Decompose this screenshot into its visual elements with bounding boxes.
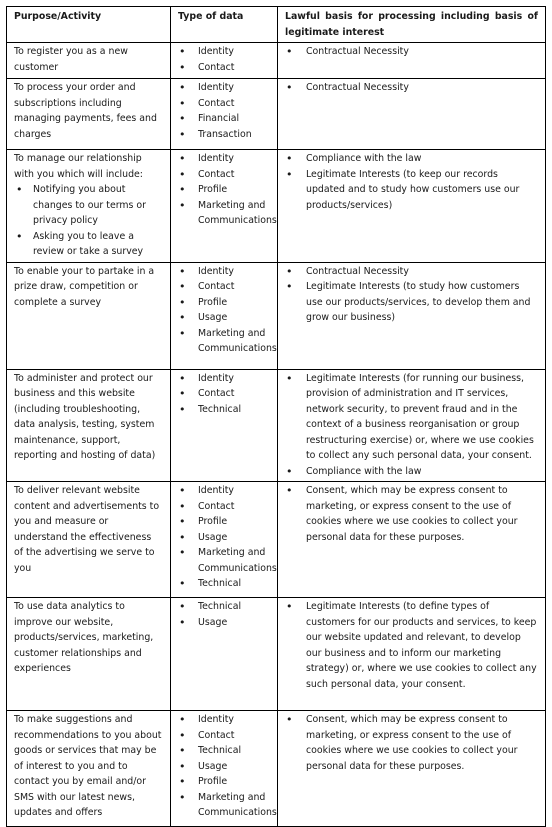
- type-of-data-item: • Profile: [178, 514, 270, 530]
- type-of-data-list: [178, 44, 270, 75]
- type-of-data-item: • Identity: [178, 80, 270, 96]
- lawful-basis-item: • Contractual Necessity: [285, 80, 538, 96]
- type-of-data-cell: [171, 79, 278, 150]
- purpose-cell: [7, 262, 171, 369]
- type-of-data-cell: [171, 711, 278, 827]
- lawful-basis-list: [285, 44, 538, 60]
- type-of-data-item: • Technical: [178, 576, 270, 592]
- purpose-cell: [7, 79, 171, 150]
- type-of-data-cell: [171, 150, 278, 263]
- type-of-data-item: • Contact: [178, 60, 270, 76]
- lawful-basis-cell: [278, 369, 546, 482]
- table-row: [7, 711, 546, 827]
- lawful-basis-item: • Legitimate Interests (for running our business, provision of administration and IT services, network security, to prevent fraud and in the context of a business reorganisation or group restructuring exercise) or, where we use cookies to collect any such personal data, your consent.: [285, 371, 538, 464]
- type-of-data-list: [178, 80, 270, 142]
- purpose-cell: [7, 43, 171, 79]
- table-row: [7, 262, 546, 369]
- lawful-basis-list: [285, 483, 538, 545]
- purpose-text: To use data analytics to improve our website, products/services, marketing, customer relationships and experiences: [14, 601, 154, 674]
- type-of-data-item: • Identity: [178, 483, 270, 499]
- lawful-basis-item: • Legitimate Interests (to study how customers use our products/services, to develop them and grow our business): [285, 279, 538, 326]
- type-of-data-item: • Usage: [178, 615, 270, 631]
- type-of-data-item: • Technical: [178, 402, 270, 418]
- type-of-data-item: • Contact: [178, 167, 270, 183]
- lawful-basis-item: • Legitimate Interests (to keep our records updated and to study how customers use our products/services): [285, 167, 538, 214]
- type-of-data-item: • Usage: [178, 759, 270, 775]
- type-of-data-item: • Contact: [178, 96, 270, 112]
- purpose-sub-item: • Asking you to leave a review or take a survey: [14, 229, 163, 260]
- type-of-data-item: • Transaction: [178, 127, 270, 143]
- type-of-data-cell: [171, 482, 278, 598]
- purpose-text: To process your order and subscriptions including managing payments, fees and charges: [14, 82, 157, 140]
- type-of-data-item: • Identity: [178, 371, 270, 387]
- purpose-text: To enable your to partake in a prize draw, competition or complete a survey: [14, 265, 155, 308]
- type-of-data-item: • Identity: [178, 151, 270, 167]
- purpose-text: To deliver relevant website content and advertisements to you and measure or understand the effectiveness of the advertising we serve to you: [14, 485, 160, 574]
- table-row: [7, 79, 546, 150]
- type-of-data-item: • Marketing and Communications: [178, 790, 270, 821]
- lawful-basis-item: • Consent, which may be express consent to marketing, or express consent to the use of cookies where we use cookies to collect your personal data for these purposes.: [285, 712, 538, 774]
- purpose-cell: [7, 369, 171, 482]
- type-of-data-cell: [171, 262, 278, 369]
- lawful-basis-item: • Contractual Necessity: [285, 44, 538, 60]
- table-row: [7, 43, 546, 79]
- type-of-data-list: [178, 264, 277, 357]
- lawful-basis-item: • Compliance with the law: [285, 464, 538, 480]
- purpose-sub-item: • Notifying you about changes to our terms or privacy policy: [14, 182, 163, 229]
- header-purpose: Purpose/Activity: [7, 7, 171, 43]
- type-of-data-list: [178, 712, 277, 821]
- type-of-data-item: • Contact: [178, 728, 270, 744]
- type-of-data-list: [178, 599, 270, 630]
- purpose-cell: [7, 150, 171, 263]
- type-of-data-list: [178, 371, 270, 418]
- type-of-data-item: • Contact: [178, 279, 270, 295]
- type-of-data-list: [178, 483, 277, 592]
- header-row: [7, 7, 546, 43]
- type-of-data-item: • Identity: [178, 44, 270, 60]
- type-of-data-item: • Identity: [178, 264, 270, 280]
- header-lawful-basis: Lawful basis for processing including basis of legitimate interest: [278, 7, 546, 43]
- type-of-data-cell: [171, 598, 278, 711]
- lawful-basis-cell: [278, 711, 546, 827]
- lawful-basis-list: [285, 264, 538, 326]
- lawful-basis-table: [6, 6, 546, 827]
- table-row: [7, 598, 546, 711]
- type-of-data-item: • Usage: [178, 310, 270, 326]
- table-row: [7, 482, 546, 598]
- purpose-cell: [7, 482, 171, 598]
- type-of-data-item: • Profile: [178, 182, 270, 198]
- type-of-data-item: • Marketing and Communications: [178, 326, 270, 357]
- table-row: [7, 369, 546, 482]
- purpose-cell: [7, 598, 171, 711]
- table-row: [7, 150, 546, 263]
- lawful-basis-item: • Contractual Necessity: [285, 264, 538, 280]
- purpose-text: To manage our relationship with you which will include:: [14, 153, 143, 180]
- type-of-data-item: • Contact: [178, 499, 270, 515]
- lawful-basis-cell: [278, 43, 546, 79]
- purpose-sub-list: [14, 182, 163, 260]
- lawful-basis-cell: [278, 598, 546, 711]
- purpose-cell: [7, 711, 171, 827]
- lawful-basis-list: [285, 151, 538, 213]
- type-of-data-item: • Identity: [178, 712, 270, 728]
- lawful-basis-cell: [278, 262, 546, 369]
- type-of-data-item: • Technical: [178, 599, 270, 615]
- type-of-data-list: [178, 151, 277, 229]
- lawful-basis-list: [285, 80, 538, 96]
- lawful-basis-cell: [278, 150, 546, 263]
- header-type-of-data: Type of data: [171, 7, 278, 43]
- type-of-data-item: • Profile: [178, 774, 270, 790]
- type-of-data-cell: [171, 369, 278, 482]
- purpose-text: To make suggestions and recommendations to you about goods or services that may be of interest to you and to contact you by email and/or SMS with our latest news, updates and offers: [14, 714, 162, 818]
- lawful-basis-item: • Compliance with the law: [285, 151, 538, 167]
- type-of-data-item: • Marketing and Communications: [178, 198, 270, 229]
- type-of-data-cell: [171, 43, 278, 79]
- type-of-data-item: • Technical: [178, 743, 270, 759]
- type-of-data-item: • Marketing and Communications: [178, 545, 270, 576]
- lawful-basis-list: [285, 371, 538, 480]
- purpose-text: To administer and protect our business and this website (including troubleshooting, data analysis, testing, system maintenance, support, reporting and hosting of data): [14, 372, 156, 461]
- purpose-text: To register you as a new customer: [14, 46, 128, 73]
- type-of-data-item: • Financial: [178, 111, 270, 127]
- type-of-data-item: • Usage: [178, 530, 270, 546]
- type-of-data-item: • Profile: [178, 295, 270, 311]
- lawful-basis-cell: [278, 79, 546, 150]
- lawful-basis-list: [285, 599, 538, 692]
- type-of-data-item: • Contact: [178, 386, 270, 402]
- lawful-basis-cell: [278, 482, 546, 598]
- lawful-basis-item: • Legitimate Interests (to define types of customers for our products and services, to keep our website updated and relevant, to develop our business and to inform our marketing strategy) or, where we use cookies to collect any such personal data, your consent.: [285, 599, 538, 692]
- lawful-basis-item: • Consent, which may be express consent to marketing, or express consent to the use of cookies where we use cookies to collect your personal data for these purposes.: [285, 483, 538, 545]
- lawful-basis-list: [285, 712, 538, 774]
